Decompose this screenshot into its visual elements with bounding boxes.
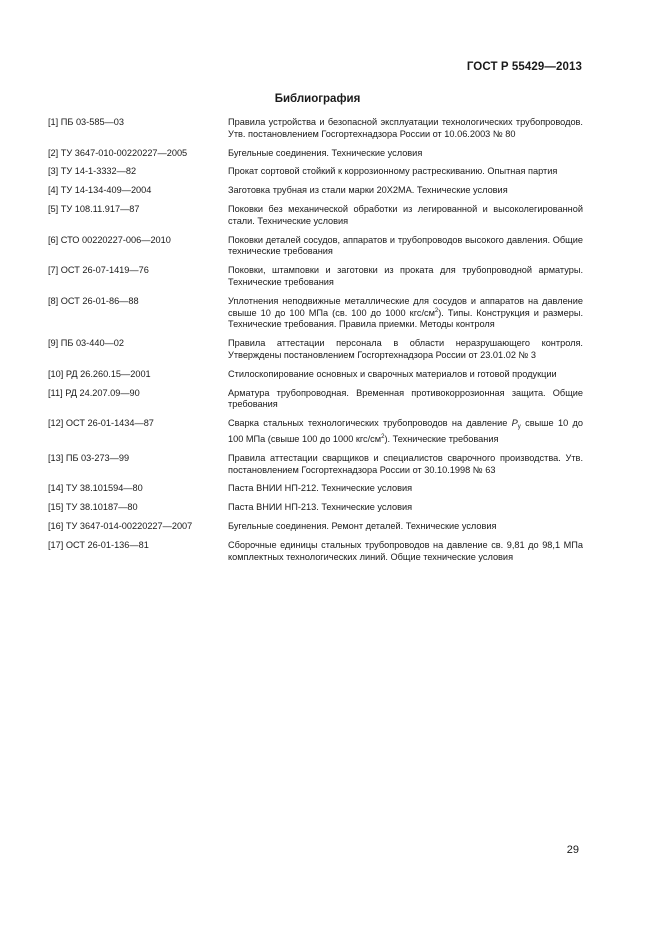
bib-ref: [5] ТУ 108.11.917—87 [48,203,140,214]
bib-desc: Заготовка трубная из стали марки 20Х2МА. Технические условия [228,185,508,196]
bib-ref: [13] ПБ 03-273—99 [48,452,130,463]
bib-entry [48,265,583,289]
bib-entry [48,296,583,331]
bib-desc: Правила устройства и безопасной эксплуатации технологических трубопроводов. Утв. постановлением Госгортехнадзора России от 10.06.2003 № 80 [228,117,583,139]
bib-ref: [16] ТУ 3647-014-00220227—2007 [48,520,193,531]
bib-entry [48,483,583,495]
bib-ref: [9] ПБ 03-440—02 [48,338,124,349]
bib-desc: Бугельные соединения. Ремонт деталей. Технические условия [228,520,497,531]
bib-ref: [6] СТО 00220227-006—2010 [48,234,171,245]
bib-entry [48,204,583,228]
bib-desc: Прокат сортовой стойкий к коррозионному растрескиванию. Опытная партия [228,166,558,177]
bib-entry [48,540,583,564]
pressure-symbol: P [511,418,518,429]
bib-entry [48,418,583,446]
bib-ref: [11] РД 24.207.09—90 [48,387,140,398]
desc-text: ). Типы. Конструкция и размеры. Технические требования. Правила приемки. Методы контроля [228,307,583,330]
bib-entry [48,117,583,141]
bib-ref: [14] ТУ 38.101594—80 [48,483,143,494]
superscript: 2 [381,433,385,440]
bib-entry [48,185,583,197]
bib-ref: [3] ТУ 14-1-3332—82 [48,166,137,177]
bib-desc: Бугельные соединения. Технические условия [228,147,423,158]
bibliography-list [48,117,583,570]
standard-code: ГОСТ Р 55429—2013 [466,61,582,73]
bib-entry [48,502,583,514]
bib-ref: [4] ТУ 14-134-409—2004 [48,185,152,196]
bib-desc: Правила аттестации сварщиков и специалистов сварочного производства. Утв. постановлением Госгортехнадзора России от 30.10.1998 № 63 [228,452,583,475]
bib-entry [48,521,583,533]
page-title: Библиография [274,93,361,105]
desc-text: Уплотнения неподвижные металлические для сосудов и аппаратов на давление свыше 10 до 100 МПа (св. 100 до 1000 кгс/см [228,295,583,318]
bib-desc: Сборочные единицы стальных трубопроводов на давление св. 9,81 до 98,1 МПа комплектных технологических линий. Общие технические условия [228,539,583,562]
page-number: 29 [566,844,579,856]
bib-desc: Стилоскопирование основных и сварочных материалов и готовой продукции [228,368,557,379]
bib-desc [228,296,583,331]
bib-desc: Поковки, штамповки и заготовки из проката для трубопроводной арматуры. Технические требования [228,265,583,287]
pressure-subscript: y [517,424,521,431]
bib-entry [48,148,583,160]
bib-ref: [17] ОСТ 26-01-136—81 [48,539,149,550]
bib-desc: Паста ВНИИ НП-212. Технические условия [228,483,413,494]
desc-text: ). Технические требования [384,433,499,444]
bib-desc: Правила аттестации персонала в области неразрушающего контроля. Утверждены постановлением Госгортехнадзора России от 23.01.02 № 3 [228,338,583,360]
bib-ref: [12] ОСТ 26-01-1434—87 [48,418,154,429]
bib-ref: [7] ОСТ 26-07-1419—76 [48,265,149,276]
bib-entry [48,369,583,381]
bib-desc: Паста ВНИИ НП-213. Технические условия [228,502,413,513]
superscript: 2 [434,307,439,314]
bib-ref: [8] ОСТ 26-01-86—88 [48,295,139,306]
bib-entry [48,235,583,259]
desc-text: Сварка стальных технологических трубопроводов на давление [228,418,512,429]
desc-text: свыше 10 до 100 МПа (свыше 100 до 1000 кгс/см [228,418,583,444]
bib-entry [48,453,583,477]
bib-ref: [2] ТУ 3647-010-00220227—2005 [48,147,188,158]
bib-desc: Арматура трубопроводная. Временная противокоррозионная защита. Общие требования [228,387,583,410]
bib-entry [48,166,583,178]
bib-entry [48,338,583,362]
bib-ref: [1] ПБ 03-585—03 [48,117,124,127]
bib-entry [48,388,583,412]
bib-ref: [10] РД 26.260.15—2001 [48,368,151,379]
bib-ref: [15] ТУ 38.10187—80 [48,502,138,513]
bib-desc: Поковки без механической обработки из легированной и высоколегированной стали. Технические условия [228,203,583,226]
bib-desc [228,418,583,446]
bib-desc: Поковки деталей сосудов, аппаратов и трубопроводов высокого давления. Общие технические требования [228,234,583,257]
